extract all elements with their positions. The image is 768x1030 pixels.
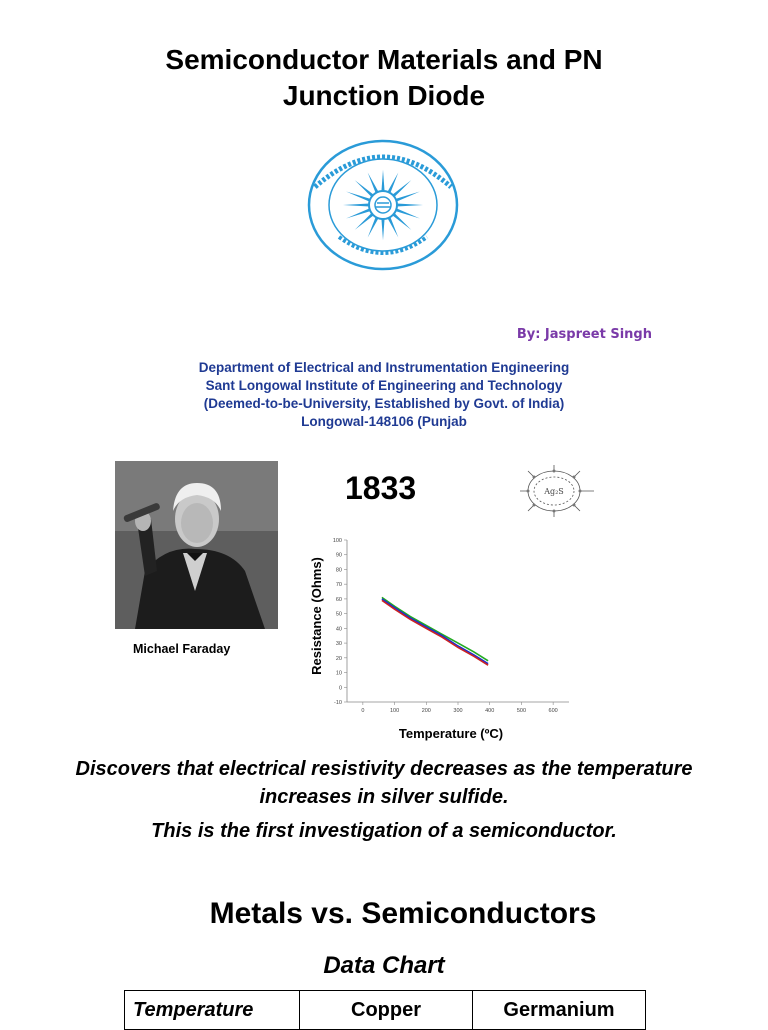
discovery-year: 1833 [345,470,417,506]
y-tick-label: 40 [335,626,342,633]
y-tick-label: 20 [335,655,342,662]
caption-line-2: This is the first investigation of a semiconductor. [151,820,617,842]
header-copper: Copper [300,991,473,1030]
y-tick-label: 90 [335,552,342,559]
portrait-caption: Michael Faraday [133,642,231,656]
title-line-1: Semiconductor Materials and PN [165,44,603,75]
y-tick-label: 50 [335,611,342,618]
institute-address: Longowal-148106 (Punjab [301,414,467,429]
institute-status: (Deemed-to-be-University, Established by Govt. of India) [203,396,565,411]
chart-series-line-1 [382,597,488,660]
y-tick-label: 0 [338,685,342,692]
y-tick-label: 10 [335,670,342,677]
data-table [124,990,646,1030]
y-tick-label: 30 [335,641,342,648]
institute-seal-icon [305,137,461,273]
y-tick-label: 70 [335,582,342,589]
section-title: Metals vs. Semiconductors [209,897,597,930]
department-name: Department of Electrical and Instrumentation Engineering [198,360,570,375]
x-tick-label: 100 [389,708,400,714]
author-credit: By: Jaspreet Singh [516,327,652,342]
resistance-temperature-chart [305,530,575,748]
discovery-caption [60,755,708,851]
x-tick-label: 500 [516,708,527,714]
molecule-center-label: Ag₂S [544,487,564,496]
x-tick-label: 400 [485,708,495,714]
department-block [0,359,768,431]
page-title [0,42,768,114]
x-tick-label: 600 [548,708,558,714]
x-tick-label: 0 [361,708,365,714]
caption-line-1: Discovers that electrical resistivity decreases as the temperature increases in silver sulfide. [75,758,693,808]
y-tick-label: -10 [334,700,342,706]
x-tick-label: 200 [421,708,431,714]
x-tick-label: 300 [453,708,463,714]
table-title: Data Chart [323,952,445,979]
chart-xlabel: Temperature (ºC) [398,726,504,741]
y-tick-label: 100 [332,538,342,544]
institute-name: Sant Longowal Institute of Engineering and Technology [205,378,563,393]
title-line-2: Junction Diode [282,80,486,111]
header-temperature: Temperature [125,991,300,1030]
header-germanium: Germanium [473,991,646,1030]
faraday-portrait [115,461,278,629]
y-tick-label: 60 [335,596,342,603]
chart-ylabel: Resistance (Ohms) [309,557,324,675]
silver-sulfide-structure-icon [514,461,600,521]
y-tick-label: 80 [335,567,342,574]
